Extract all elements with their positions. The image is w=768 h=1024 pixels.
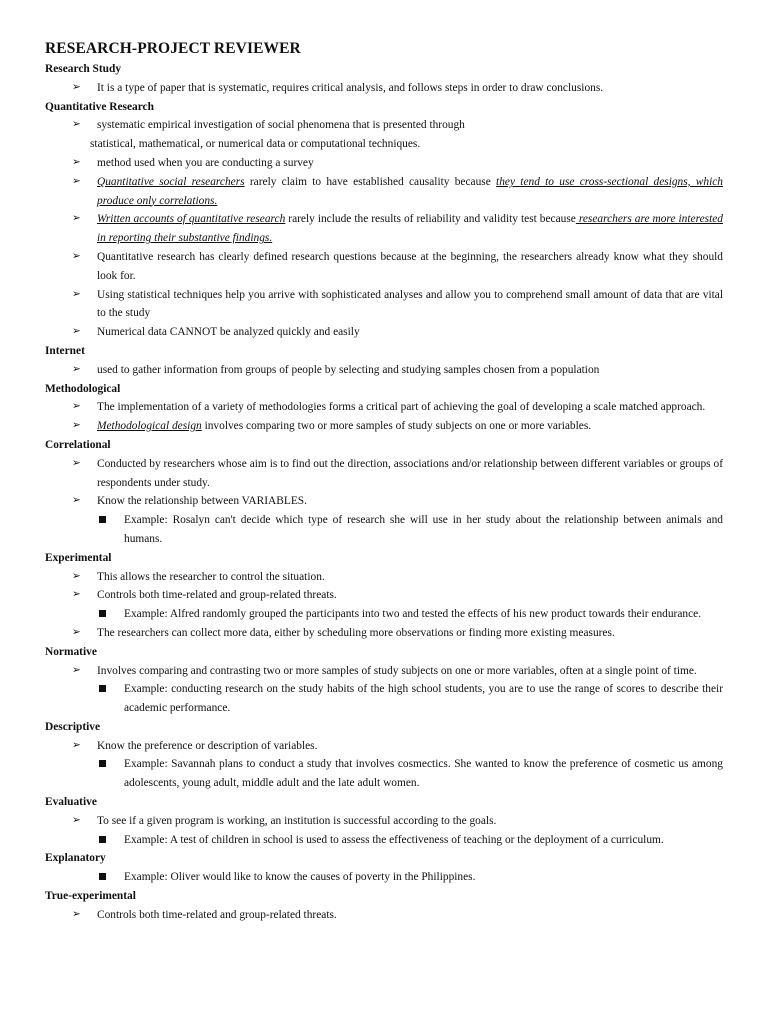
arrow-bullet-icon: ➢ bbox=[72, 814, 81, 826]
item-text: This allows the researcher to control the situation. bbox=[97, 570, 325, 583]
item-text: Know the relationship between VARIABLES. bbox=[97, 495, 307, 508]
item-text: Example: Rosalyn can't decide which type of research she will use in her study about the relationship between animals and humans. bbox=[124, 514, 723, 545]
bullet-item bbox=[45, 812, 723, 831]
arrow-bullet-icon: ➢ bbox=[72, 664, 81, 676]
bullet-item bbox=[45, 154, 723, 173]
underlined-text: Methodological design bbox=[97, 420, 202, 433]
square-bullet-icon bbox=[99, 610, 106, 617]
item-text: Numerical data CANNOT be analyzed quickly and easily bbox=[97, 326, 360, 339]
page-title: RESEARCH-PROJECT REVIEWER bbox=[45, 40, 301, 57]
section-heading: Methodological bbox=[45, 382, 121, 395]
section-heading: Normative bbox=[45, 645, 97, 658]
underlined-text: Quantitative social researchers bbox=[97, 175, 245, 188]
bullet-item bbox=[45, 323, 723, 342]
bullet-item bbox=[45, 455, 723, 493]
arrow-bullet-icon: ➢ bbox=[72, 626, 81, 638]
item-text: systematic empirical investigation of social phenomena that is presented through bbox=[97, 119, 465, 132]
section-heading: Evaluative bbox=[45, 796, 97, 809]
sub-bullet-item bbox=[45, 605, 723, 624]
underlined-text: they tend to use cross-sectional designs, which produce only correlations. bbox=[97, 175, 723, 207]
arrow-bullet-icon: ➢ bbox=[72, 739, 81, 751]
square-bullet-icon bbox=[99, 760, 106, 767]
item-text: Controls both time-related and group-related threats. bbox=[97, 908, 337, 921]
sub-bullet-item bbox=[45, 868, 723, 887]
section-heading: Explanatory bbox=[45, 852, 106, 865]
document-page bbox=[45, 38, 723, 925]
item-text: The implementation of a variety of methodologies forms a critical part of achieving the goal of developing a scale matched approach. bbox=[97, 401, 706, 414]
arrow-bullet-icon: ➢ bbox=[72, 250, 81, 262]
item-text: used to gather information from groups of people by selecting and studying samples chosen from a population bbox=[97, 363, 600, 376]
arrow-bullet-icon: ➢ bbox=[72, 589, 81, 601]
arrow-bullet-icon: ➢ bbox=[72, 288, 81, 300]
section-heading: Research Study bbox=[45, 63, 122, 75]
section-heading: Internet bbox=[45, 344, 85, 357]
bullet-item bbox=[45, 79, 723, 98]
bullet-item bbox=[45, 568, 723, 587]
arrow-bullet-icon: ➢ bbox=[72, 156, 81, 168]
item-text: Example: Alfred randomly grouped the participants into two and tested the effects of his new product towards their endurance. bbox=[124, 608, 702, 621]
bullet-item bbox=[45, 361, 723, 380]
square-bullet-icon bbox=[99, 836, 106, 843]
item-text: rarely include the results of reliability and validity test because bbox=[285, 213, 576, 226]
bullet-item bbox=[45, 737, 723, 756]
sub-bullet-item bbox=[45, 511, 723, 549]
bullet-item bbox=[45, 286, 723, 324]
arrow-bullet-icon: ➢ bbox=[72, 81, 81, 93]
arrow-bullet-icon: ➢ bbox=[72, 326, 81, 338]
item-text: Example: Oliver would like to know the causes of poverty in the Philippines. bbox=[124, 871, 476, 884]
section-heading: Descriptive bbox=[45, 720, 101, 733]
item-text: Quantitative research has clearly defined research questions because at the beginning, the researchers already know what they should look for. bbox=[97, 250, 723, 282]
sub-bullet-item bbox=[45, 831, 723, 850]
arrow-bullet-icon: ➢ bbox=[72, 570, 81, 582]
item-text: Involves comparing and contrasting two or more samples of study subjects on one or more variables, often at a single point of time. bbox=[97, 664, 697, 677]
square-bullet-icon bbox=[99, 685, 106, 692]
item-text: Conducted by researchers whose aim is to find out the direction, associations and/or relationship between different variables or groups of respondents under study. bbox=[97, 457, 723, 489]
underlined-text: Written accounts of quantitative research bbox=[97, 213, 286, 226]
item-text: Know the preference or description of variables. bbox=[97, 739, 318, 752]
underlined-text: researchers are more interested in reporting their substantive findings. bbox=[97, 213, 723, 245]
section-heading: Experimental bbox=[45, 551, 112, 564]
arrow-bullet-icon: ➢ bbox=[72, 420, 81, 432]
bullet-item bbox=[45, 906, 723, 925]
item-text: rarely claim to have established causality because bbox=[244, 175, 497, 188]
arrow-bullet-icon: ➢ bbox=[72, 363, 81, 375]
item-text: It is a type of paper that is systematic, requires critical analysis, and follows steps in order to draw conclusions. bbox=[97, 81, 604, 94]
arrow-bullet-icon: ➢ bbox=[72, 119, 81, 131]
item-text: Example: conducting research on the study habits of the high school students, you are to use the range of scores to describe their academic performance. bbox=[124, 683, 723, 715]
square-bullet-icon bbox=[99, 516, 106, 523]
bullet-item bbox=[45, 662, 723, 681]
bullet-item bbox=[45, 398, 723, 417]
bullet-item bbox=[45, 624, 723, 643]
arrow-bullet-icon: ➢ bbox=[72, 908, 81, 920]
bullet-item bbox=[45, 173, 723, 211]
sub-bullet-item bbox=[45, 755, 723, 793]
item-text: The researchers can collect more data, either by scheduling more observations or finding more existing measures. bbox=[97, 626, 615, 639]
square-bullet-icon bbox=[99, 873, 106, 880]
section-heading: Correlational bbox=[45, 438, 111, 451]
item-text: Example: Savannah plans to conduct a study that involves cosmectics. She wanted to know the preference of cosmetic us among adolescents, young adult, middle adult and the late adult women. bbox=[124, 758, 723, 790]
item-text: statistical, mathematical, or numerical data or computational techniques. bbox=[90, 138, 421, 151]
item-text: method used when you are conducting a survey bbox=[97, 156, 314, 169]
item-text: involves comparing two or more samples of study subjects on one or more variables. bbox=[201, 420, 592, 433]
item-text: Controls both time-related and group-related threats. bbox=[97, 589, 337, 602]
arrow-bullet-icon: ➢ bbox=[72, 213, 81, 225]
section-heading: Quantitative Research bbox=[45, 100, 154, 113]
sections-container bbox=[45, 60, 723, 925]
arrow-bullet-icon: ➢ bbox=[72, 175, 81, 187]
bullet-item bbox=[45, 417, 723, 436]
arrow-bullet-icon: ➢ bbox=[72, 457, 81, 469]
bullet-item bbox=[45, 248, 723, 286]
bullet-item bbox=[45, 210, 723, 248]
item-text: Using statistical techniques help you arrive with sophisticated analyses and allow you to comprehend small amount of data that are vital to the study bbox=[97, 288, 723, 320]
bullet-item bbox=[45, 586, 723, 605]
continuation-line bbox=[45, 135, 723, 154]
sub-bullet-item bbox=[45, 680, 723, 718]
arrow-bullet-icon: ➢ bbox=[72, 495, 81, 507]
item-text: Example: A test of children in school is used to assess the effectiveness of teaching or the deployment of a curriculum. bbox=[124, 833, 664, 846]
arrow-bullet-icon: ➢ bbox=[72, 401, 81, 413]
section-heading: True-experimental bbox=[45, 890, 136, 903]
bullet-item bbox=[45, 492, 723, 511]
item-text: To see if a given program is working, an institution is successful according to the goals. bbox=[97, 814, 497, 827]
bullet-item bbox=[45, 116, 723, 135]
